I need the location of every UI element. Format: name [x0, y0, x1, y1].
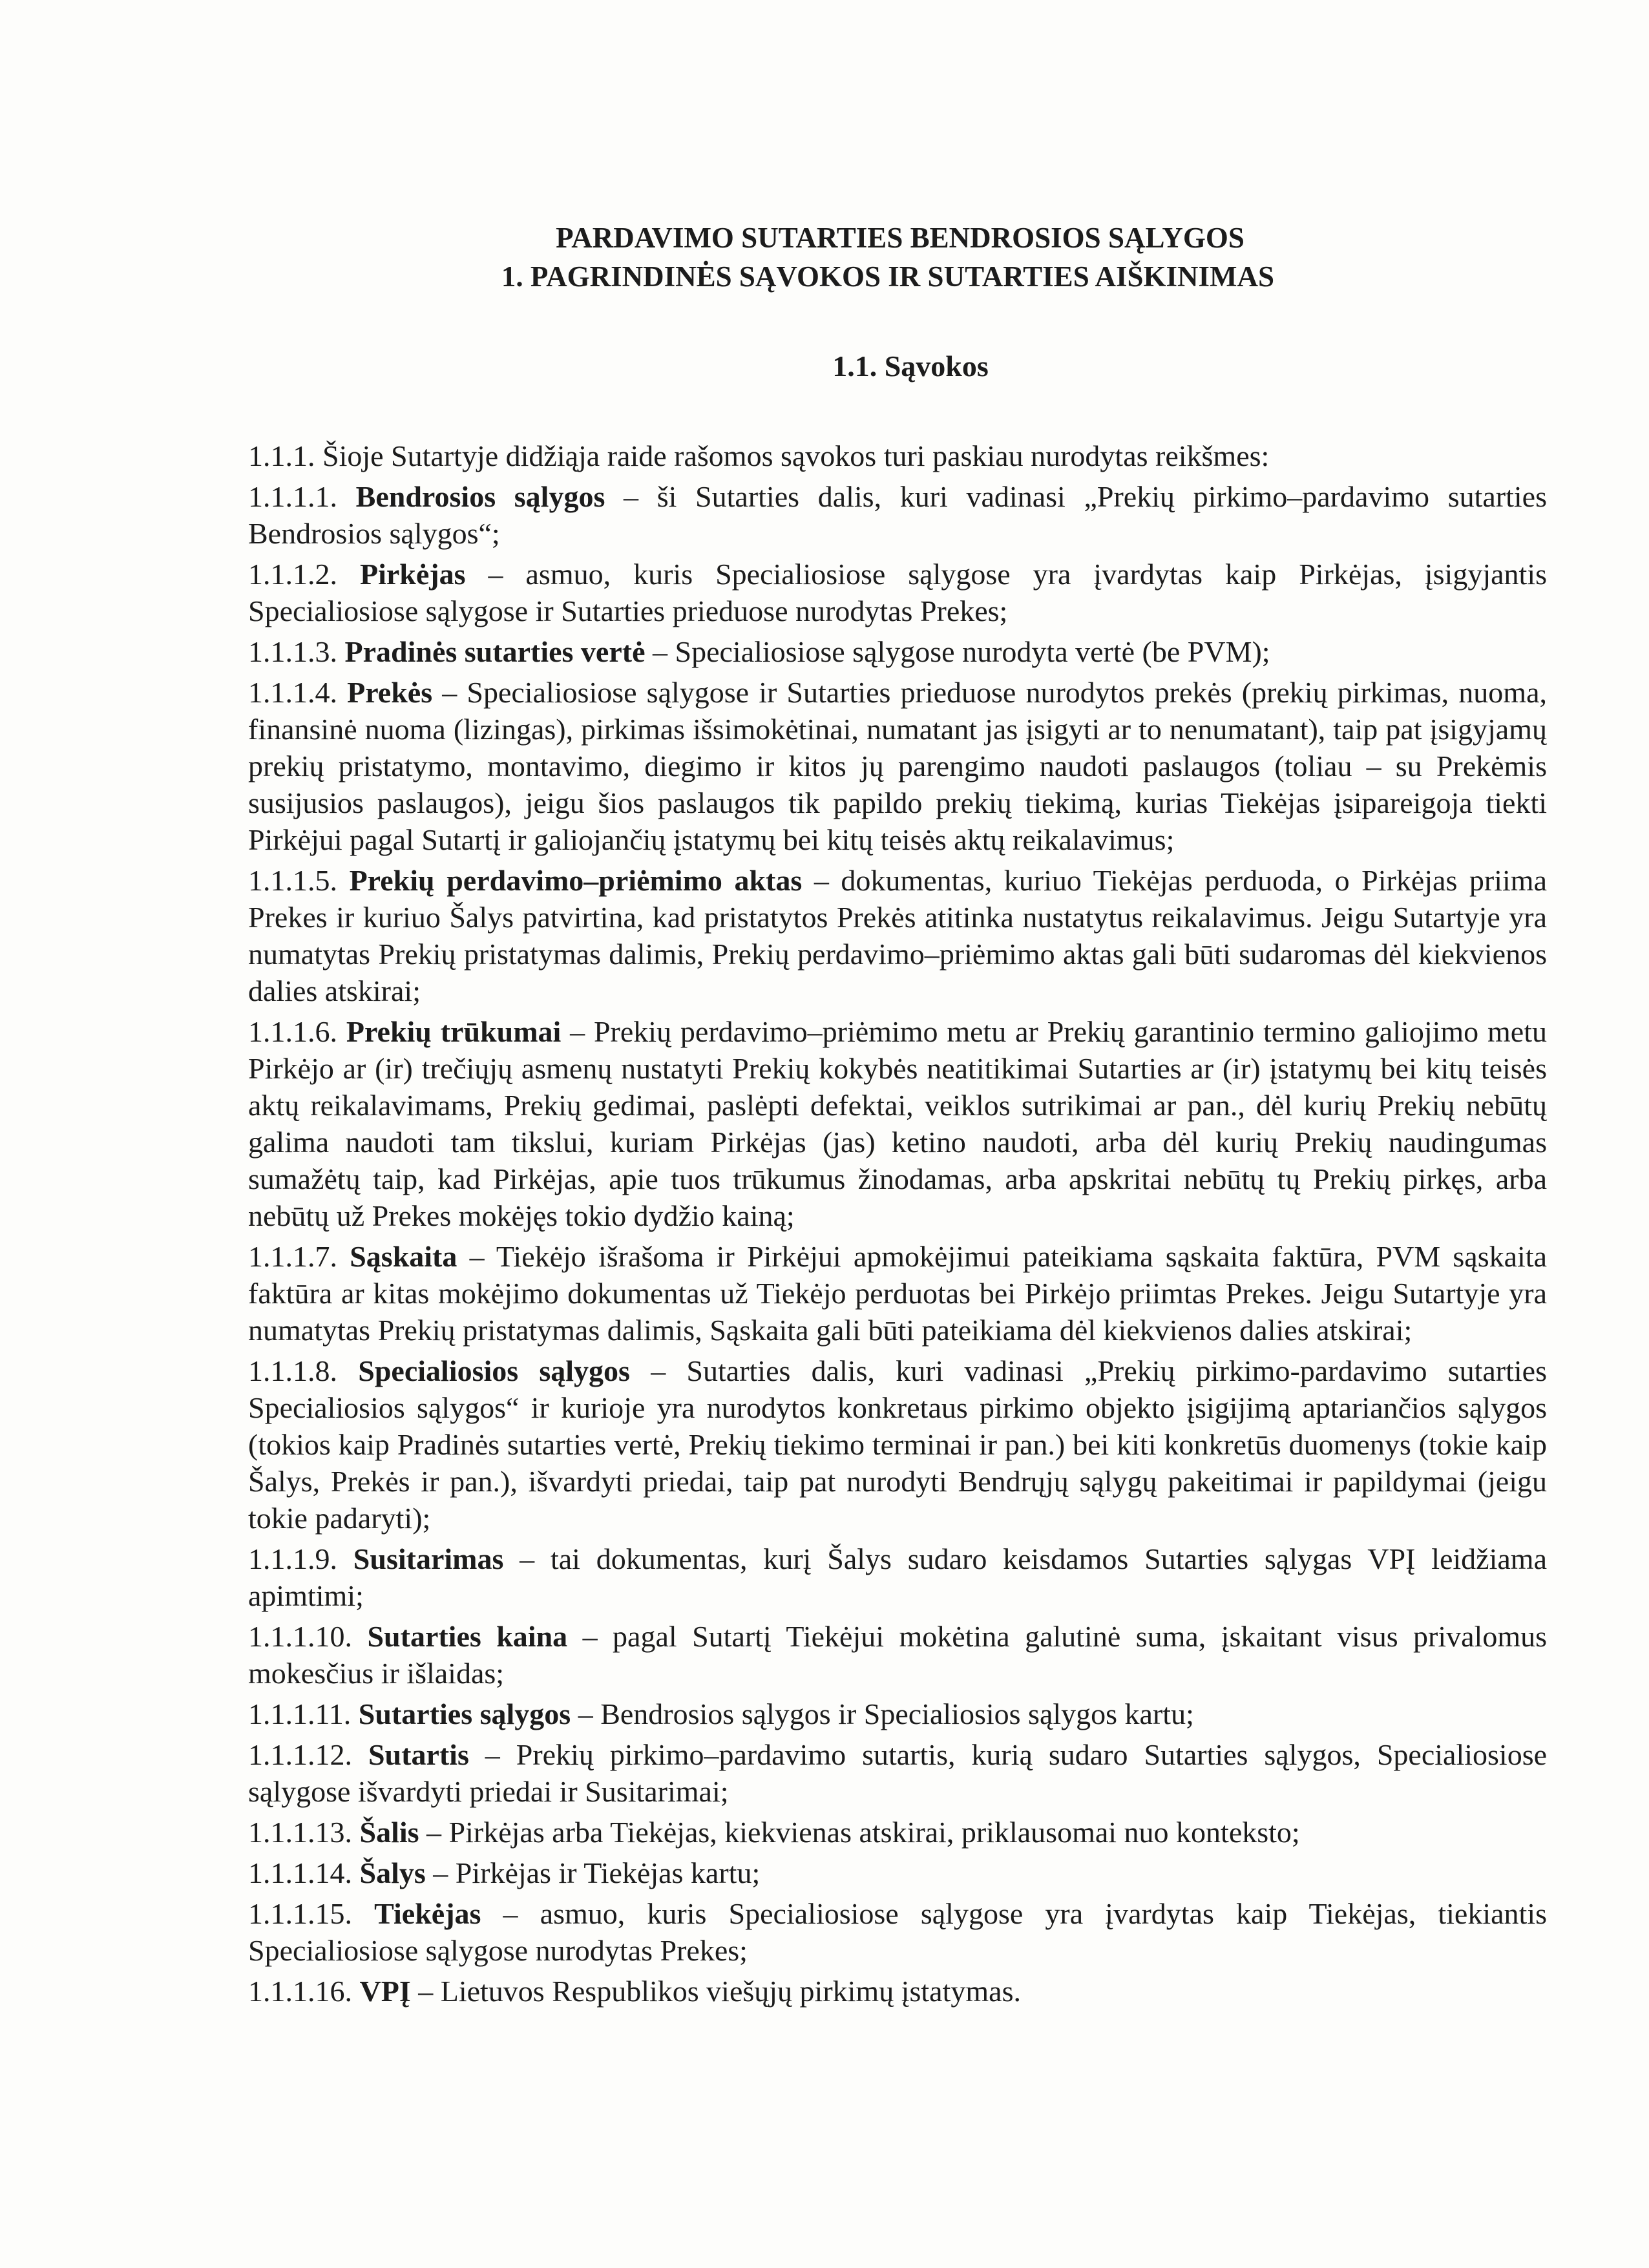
definition-item	[248, 556, 1547, 629]
intro-text: Šioje Sutartyje didžiąja raide rašomos sąvokos turi paskiau nurodytas reikšmes:	[322, 439, 1270, 472]
definition-text: – ši Sutarties dalis, kuri vadinasi „Prekių pirkimo–pardavimo sutarties Bendrosios sąlygos“;	[248, 480, 1547, 550]
definition-item	[248, 674, 1547, 858]
definition-number: 1.1.1.10.	[248, 1620, 352, 1653]
definition-item	[248, 1895, 1547, 1969]
document-content	[248, 218, 1547, 2013]
definition-text: – dokumentas, kuriuo Tiekėjas perduoda, o Pirkėjas priima Prekes ir kuriuo Šalys patvirtina, kad pristatytos Prekės atitinka nustatytus reikalavimus. Jeigu Sutartyje yra numatytas Prekių pristatymas dalimis, Prekių perdavimo–priėmimo aktas gali būti sudaromas dėl kiekvienos dalies atskirai;	[248, 864, 1547, 1007]
definitions-list	[248, 478, 1547, 2010]
definition-item	[248, 862, 1547, 1009]
definition-item	[248, 1814, 1547, 1851]
definition-term: Šalys	[359, 1856, 426, 1889]
definition-text: – asmuo, kuris Specialiosiose sąlygose yra įvardytas kaip Tiekėjas, tiekiantis Specialiosiose sąlygose nurodytas Prekes;	[248, 1897, 1547, 1967]
definition-number: 1.1.1.9.	[248, 1542, 337, 1575]
definition-number: 1.1.1.4.	[248, 676, 337, 709]
title-block	[248, 218, 1547, 296]
definition-term: Prekių trūkumai	[346, 1015, 562, 1048]
definition-term: Specialiosios sąlygos	[358, 1354, 630, 1387]
definition-number: 1.1.1.3.	[248, 635, 337, 668]
definition-term: Sutarties sąlygos	[358, 1697, 571, 1730]
definition-number: 1.1.1.13.	[248, 1816, 352, 1849]
definition-text: – Bendrosios sąlygos ir Specialiosios sąlygos kartu;	[571, 1697, 1194, 1730]
definition-number: 1.1.1.6.	[248, 1015, 337, 1048]
definition-text: – Prekių perdavimo–priėmimo metu ar Prekių garantinio termino galiojimo metu Pirkėjo ar (ir) trečiųjų asmenų nustatyti Prekių kokybės neatitikimai Sutarties ar (ir) įstatymų bei kitų teisės aktų reikalavimams, Prekių gedimai, paslėpti defektai, veiklos sutrikimai ar pan., dėl kurių Prekių nebūtų galima naudoti tam tikslui, kuriam Pirkėjas (jas) ketino naudoti, arba dėl kurių Prekių naudingumas sumažėtų taip, kad Pirkėjas, apie tuos trūkumus žinodamas, arba apskritai nebūtų tų Prekių pirkęs, arba nebūtų už Prekes mokėjęs tokio dydžio kainą;	[248, 1015, 1547, 1232]
document-title: PARDAVIMO SUTARTIES BENDROSIOS SĄLYGOS	[556, 222, 1245, 254]
definition-number: 1.1.1.7.	[248, 1240, 337, 1273]
definition-number: 1.1.1.2.	[248, 558, 337, 591]
definition-text: – asmuo, kuris Specialiosiose sąlygose yra įvardytas kaip Pirkėjas, įsigyjantis Specialiosiose sąlygose ir Sutarties prieduose nurodytas Prekes;	[248, 558, 1548, 627]
intro-paragraph	[248, 437, 1547, 474]
definition-term: Bendrosios sąlygos	[355, 480, 605, 513]
definition-term: Sąskaita	[350, 1240, 457, 1273]
definition-item	[248, 1238, 1547, 1349]
definition-text: – Sutarties dalis, kuri vadinasi „Prekių pirkimo-pardavimo sutarties Specialiosios sąlygos“ ir kurioje yra nurodytos konkretaus pirkimo objekto įsigijimą aptariančios sąlygos (tokios kaip Pradinės sutarties vertė, Prekių tiekimo terminai ir pan.) bei kiti konkretūs duomenys (tokie kaip Šalys, Prekės ir pan.), išvardyti priedai, taip pat nurodyti Bendrųjų sąlygų pakeitimai ir papildymai (jeigu tokie padaryti);	[248, 1354, 1547, 1535]
definition-text: – tai dokumentas, kurį Šalys sudaro keisdamos Sutarties sąlygas VPĮ leidžiama apimtimi;	[248, 1542, 1547, 1612]
definition-text: – Specialiosiose sąlygose nurodyta vertė (be PVM);	[645, 635, 1270, 668]
definition-item	[248, 1540, 1547, 1614]
definition-item	[248, 1618, 1547, 1692]
definition-item	[248, 1973, 1547, 2010]
subsection-title: 1.1. Sąvokos	[832, 350, 989, 383]
definition-item	[248, 478, 1547, 552]
definition-term: Pirkėjas	[360, 558, 466, 591]
definition-term: Susitarimas	[353, 1542, 504, 1575]
definition-term: Pradinės sutarties vertė	[344, 635, 646, 668]
definition-term: Prekės	[347, 676, 433, 709]
definition-item	[248, 633, 1547, 670]
section-title: PAGRINDINĖS SĄVOKOS IR SUTARTIES AIŠKINIMAS	[530, 260, 1275, 293]
definition-number: 1.1.1.11.	[248, 1697, 352, 1730]
definition-term: Šalis	[359, 1816, 419, 1849]
section-number: 1.	[501, 260, 523, 293]
definition-text: – pagal Sutartį Tiekėjui mokėtina galutinė suma, įskaitant visus privalomus mokesčius ir išlaidas;	[248, 1620, 1548, 1690]
definition-item	[248, 1854, 1547, 1891]
definition-term: Sutarties kaina	[367, 1620, 568, 1653]
definition-text: – Tiekėjo išrašoma ir Pirkėjui apmokėjimui pateikiama sąskaita faktūra, PVM sąskaita faktūra ar kitas mokėjimo dokumentas už Tiekėjo perduotas bei Pirkėjo priimtas Prekes. Jeigu Sutartyje yra numatytas Prekių pristatymas dalimis, Sąskaita gali būti pateikiama dėl kiekvienos dalies atskirai;	[248, 1240, 1548, 1347]
definition-term: VPĮ	[359, 1975, 411, 2008]
definition-text: – Lietuvos Respublikos viešųjų pirkimų įstatymas.	[410, 1975, 1021, 2008]
definition-item	[248, 1352, 1547, 1537]
definition-text: – Pirkėjas arba Tiekėjas, kiekvienas atskirai, priklausomai nuo konteksto;	[419, 1816, 1300, 1849]
definition-term: Prekių perdavimo–priėmimo aktas	[349, 864, 803, 897]
definition-number: 1.1.1.8.	[248, 1354, 337, 1387]
definition-term: Tiekėjas	[374, 1897, 481, 1930]
definition-number: 1.1.1.14.	[248, 1856, 352, 1889]
definition-item	[248, 1736, 1547, 1810]
definition-number: 1.1.1.16.	[248, 1975, 352, 2008]
definition-number: 1.1.1.15.	[248, 1897, 352, 1930]
definition-text: – Specialiosiose sąlygose ir Sutarties prieduose nurodytos prekės (prekių pirkimas, nuoma, finansinė nuoma (lizingas), pirkimas išsimokėtinai, numatant jas įsigyti ar to nenumatant), taip pat įsigyjamų prekių pristatymo, montavimo, diegimo ir kitos jų parengimo naudoti paslaugos (toliau – su Prekėmis susijusios paslaugos), jeigu šios paslaugos tik papildo prekių tiekimą, kurias Tiekėjas įsipareigoja tiekti Pirkėjui pagal Sutartį ir galiojančių įstatymų bei kitų teisės aktų reikalavimus;	[248, 676, 1547, 856]
section-heading	[229, 257, 1547, 296]
definition-text: – Pirkėjas ir Tiekėjas kartu;	[425, 1856, 761, 1889]
definition-number: 1.1.1.5.	[248, 864, 337, 897]
definition-item	[248, 1013, 1547, 1234]
definition-term: Sutartis	[368, 1738, 469, 1771]
definition-item	[248, 1696, 1547, 1732]
definition-number: 1.1.1.1.	[248, 480, 337, 513]
intro-number: 1.1.1.	[248, 439, 315, 472]
definition-text: – Prekių pirkimo–pardavimo sutartis, kurią sudaro Sutarties sąlygos, Specialiosiose sąlygose išvardyti priedai ir Susitarimai;	[248, 1738, 1548, 1808]
definition-number: 1.1.1.12.	[248, 1738, 352, 1771]
